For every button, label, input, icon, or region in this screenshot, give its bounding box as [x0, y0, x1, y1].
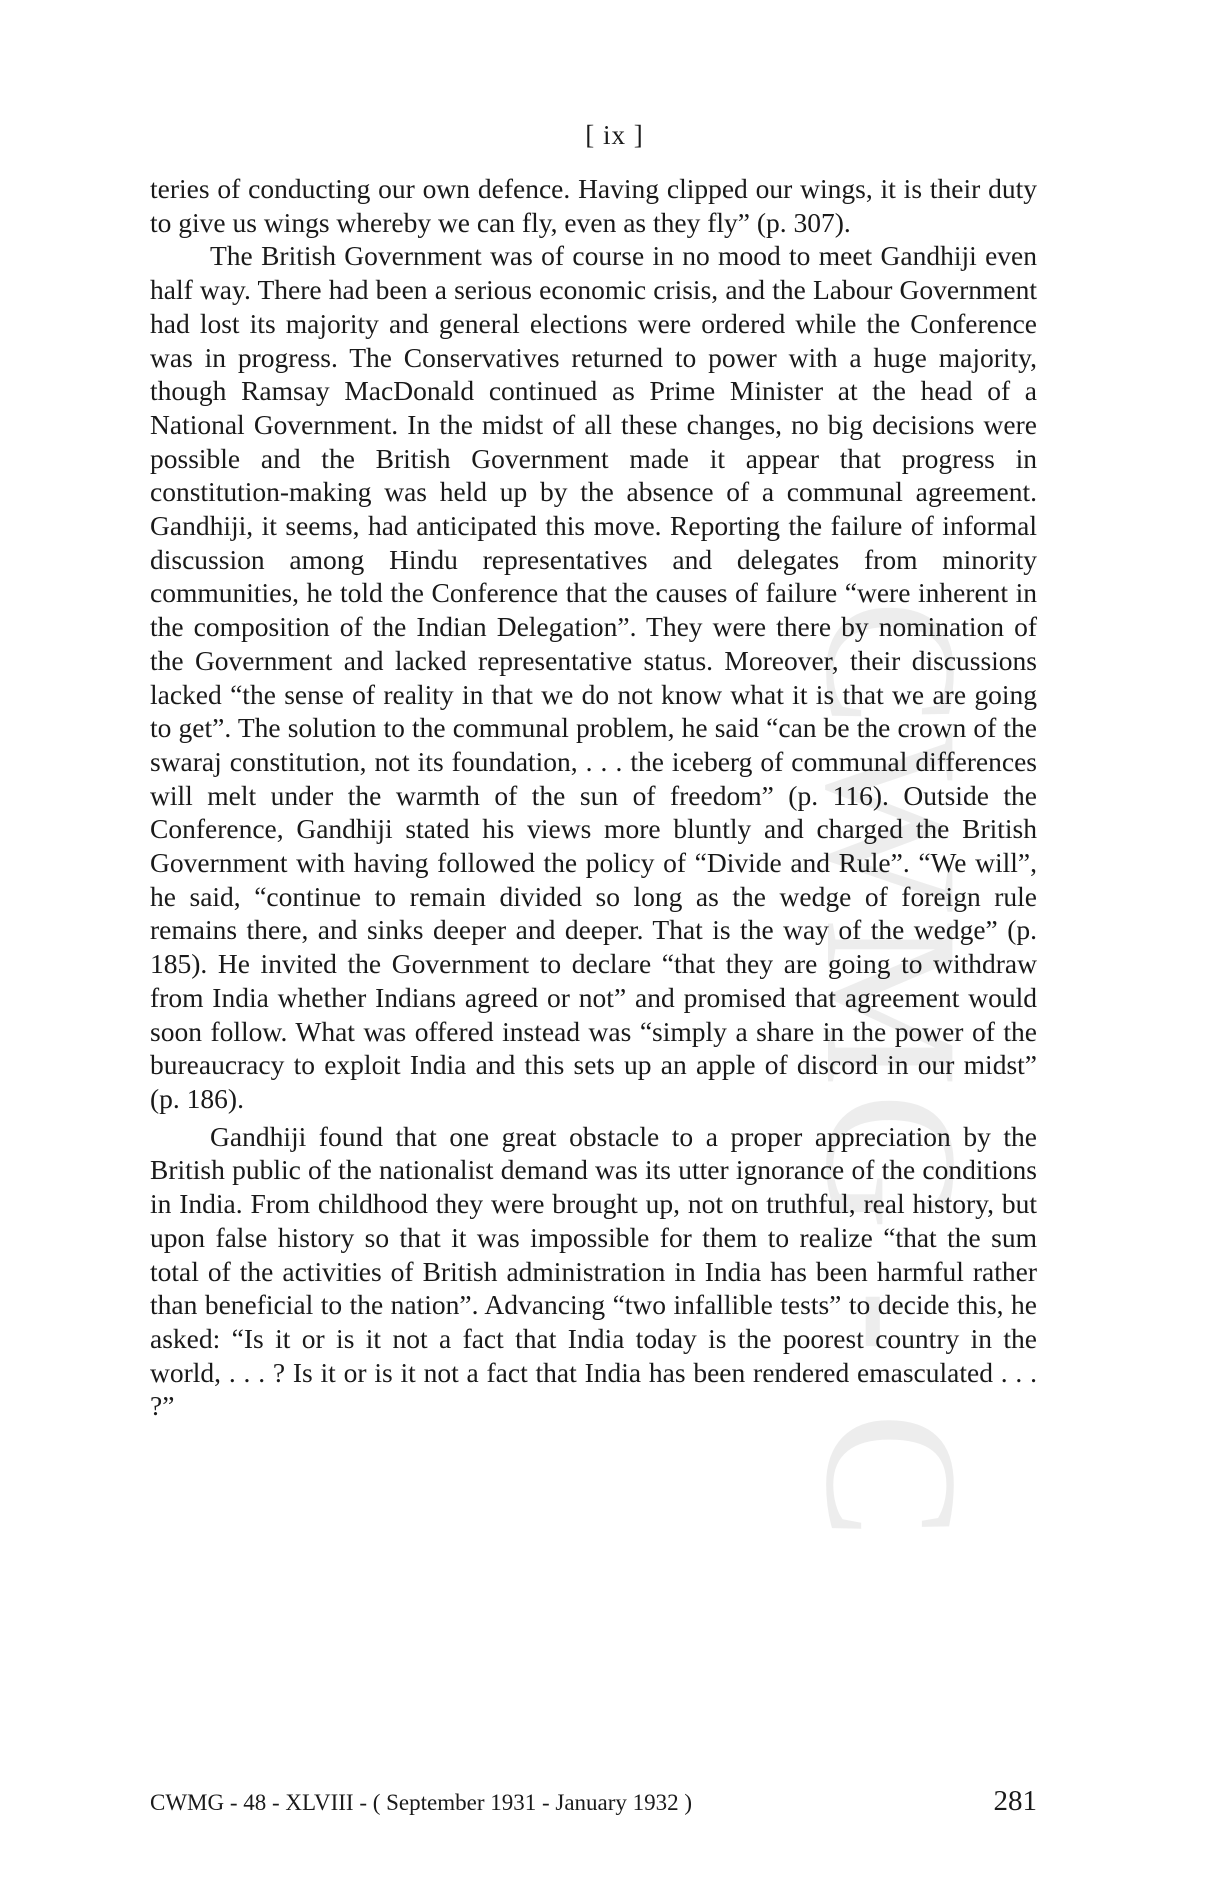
paragraph: Gandhiji found that one great obstacle to a proper appreciation by the British public of the nationalist demand was its utter ignorance of the conditions in India. From childhood they were brought up, not on truthful, real history, but upon false history so that it was impossible for them to realize “that the sum total of the activities of British administration in India has been harmful rather than beneficial to the nation”. Advancing “two infallible tests” to decide this, he asked: “Is it or is it not a fact that India today is the poorest country in the world, . . . ? Is it or is it not a fact that India has been rendered emasculated . . . ?”: [150, 1120, 1037, 1422]
paragraph-continuation: teries of conducting our own defence. Having clipped our wings, it is their duty to give us wings whereby we can fly, even as they fly” (p. 307).: [150, 173, 1037, 238]
page-footer: [150, 1785, 1037, 1818]
page-header: [ ix ]: [585, 120, 644, 150]
watermark: CWMG - C: [786, 600, 996, 1546]
footer-source: CWMG - 48 - XLVIII - ( September 1931 - January 1932 ): [150, 1790, 693, 1815]
page-number: 281: [993, 1785, 1037, 1817]
paragraph: The British Government was of course in no mood to meet Gandhiji even half way. There had been a serious economic crisis, and the Labour Government had lost its majority and general elections were ordered while the Conference was in progress. The Conservatives returned to power with a huge majority, though Ramsay MacDonald continued as Prime Minister at the head of a National Government. In the midst of all these changes, no big decisions were possible and the British Government made it appear that progress in constitution-making was held up by the absence of a communal agreement. Gandhiji, it seems, had anticipated this move. Reporting the failure of informal discussion among Hindu representatives and delegates from minority communities, he told the Conference that the causes of failure “were inherent in the composition of the Indian Delegation”. They were there by nomination of the Government and lacked representative status. Moreover, their discussions lacked “the sense of reality in that we do not know what it is that we are going to get”. The solution to the communal problem, he said “can be the crown of the swaraj constitution, not its foundation, . . . the iceberg of communal differences will melt under the warmth of the sun of freedom” (p. 116). Outside the Conference, Gandhiji stated his views more bluntly and charged the British Government with having followed the policy of “Divide and Rule”. “We will”, he said, “continue to remain divided so long as the wedge of foreign rule remains there, and sinks deeper and deeper. That is the way of the wedge” (p. 185). He invited the Government to declare “that they are going to withdraw from India whether Indians agreed or not” and promised that agreement would soon follow. What was offered instead was “simply a share in the power of the bureaucracy to exploit India and this sets up an apple of discord in our midst” (p. 186).: [150, 240, 1037, 1114]
